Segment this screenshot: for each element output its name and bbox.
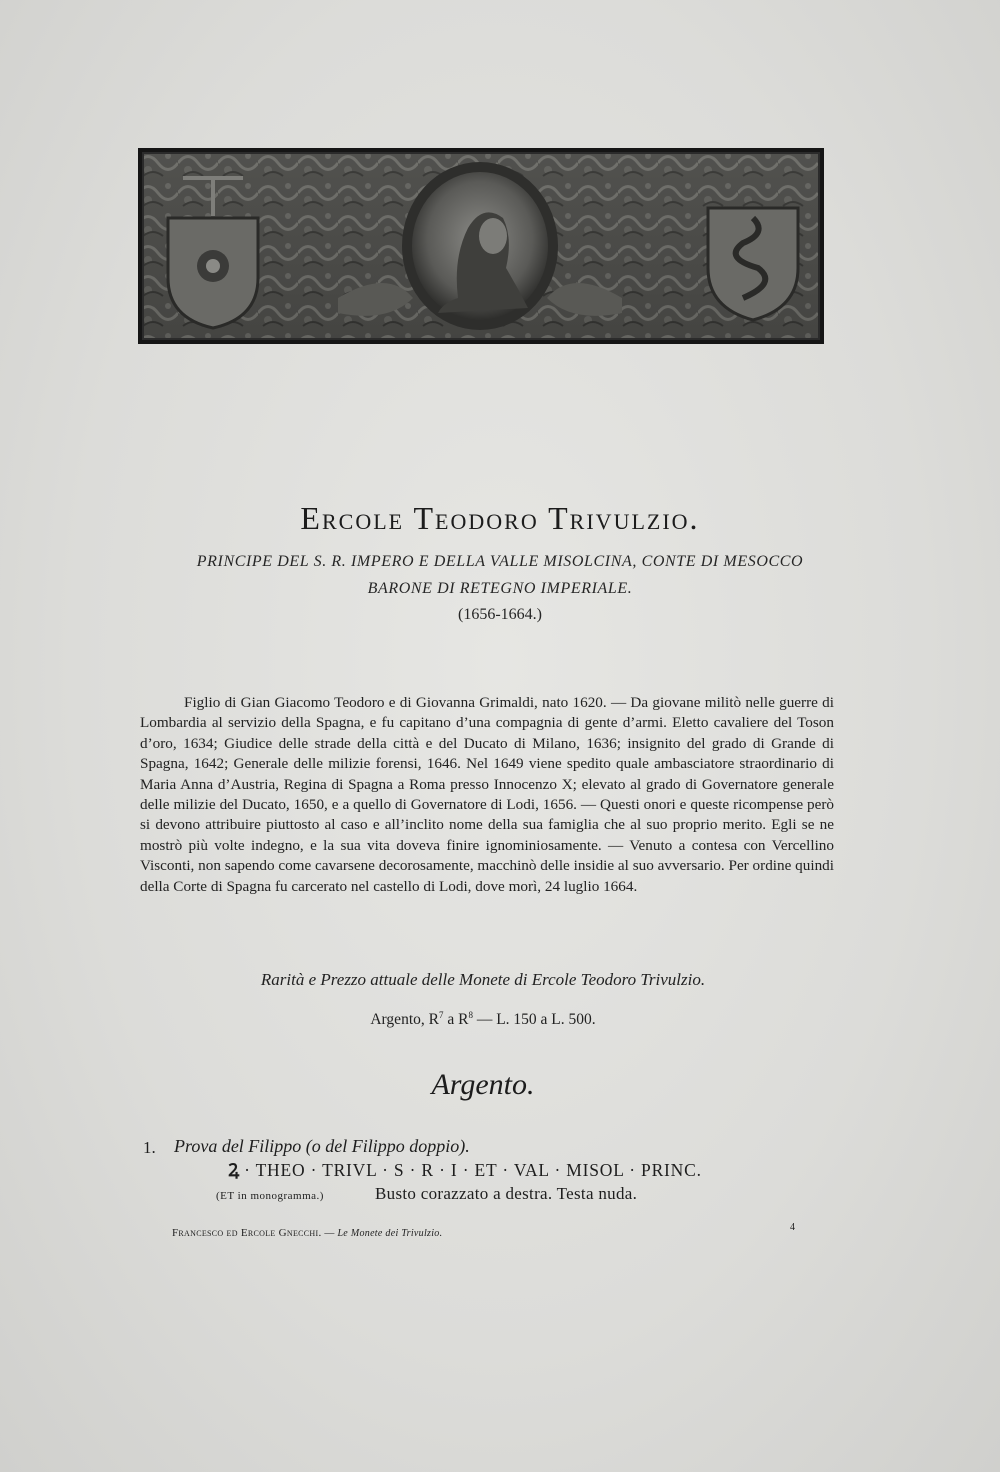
relief-illustration — [138, 148, 824, 344]
rarity-to: 8 — [468, 1010, 473, 1020]
footer-citation — [172, 1227, 442, 1239]
page-title: Ercole Teodoro Trivulzio. — [300, 500, 700, 536]
footer-book-title: Le Monete dei Trivulzio. — [337, 1228, 443, 1239]
monogram-note: (ET in monogramma.) — [216, 1190, 324, 1202]
section-heading: Argento. — [431, 1068, 535, 1101]
subtitle-line-2: BARONE DI RETEGNO IMPERIALE. — [367, 580, 633, 597]
relief-banner-image — [138, 148, 824, 344]
price-line — [0, 1010, 966, 1029]
footer-separator: — — [321, 1228, 338, 1239]
price-prefix: Argento, R — [370, 1011, 439, 1028]
reign-dates: (1656-1664.) — [458, 606, 542, 623]
legend-text: · THEO · TRIVL · S · R · I · ET · VAL · MISOL · PRINC. — [244, 1160, 702, 1180]
obverse-legend — [228, 1158, 702, 1182]
item-description: Busto corazzato a destra. Testa nuda. — [375, 1184, 638, 1203]
item-title: Prova del Filippo (o del Filippo doppio). — [174, 1136, 470, 1156]
page-marker: 4 — [790, 1222, 795, 1233]
price-middle: a R — [443, 1011, 469, 1028]
rarity-from: 7 — [438, 1010, 444, 1020]
portrait-medallion-icon — [402, 162, 558, 330]
footer-authors: Francesco ed Ercole Gnecchi. — [172, 1227, 322, 1239]
subtitle-line-1: PRINCIPE DEL S. R. IMPERO E DELLA VALLE MISOLCINA, CONTE DI MESOCCO — [196, 553, 804, 570]
price-suffix: — L. 150 a L. 500. — [472, 1011, 596, 1028]
biography-paragraph: Figlio di Gian Giacomo Teodoro e di Giovanna Grimaldi, nato 1620. — Da giovane militò nelle guerre di Lombardia al servizio della Spagna, e fu capitano d’una compagnia di gente d’armi. Eletto cavaliere del Toson d’oro, 1634; Giudice delle strade della città e del Ducato di Milano, 1636; insignito del grado di Grande di Spagna, 1642; Generale delle milizie forensi, 1646. Nel 1649 viene spedito quale ambasciatore straordinario di Maria Anna d’Austria, Regina di Spagna a Roma presso Innocenzo X; elevato al grado di Governatore generale delle milizie del Ducato, 1650, e a quello di Governatore di Lodi, 1656. — Questi onori e queste ricompense però si devono attribuire piuttosto al caso e all’inclito nome della sua famiglia che al suo proprio merito. Egli se ne mostrò più volte indegno, e la sua vita doveva finire ignominiosamente. — Venuto a contesa con Vercellino Visconti, non sapendo come cavarsene decorosamente, macchinò delle insidie al suo avversario. Per ordine quindi della Corte di Spagna fu carcerato nel castello di Lodi, dove morì, 24 luglio 1664. — [140, 694, 834, 895]
rarity-heading: Rarità e Prezzo attuale delle Monete di Ercole Teodoro Trivulzio. — [260, 970, 706, 989]
obverse-mark: Ꝝ — [228, 1160, 241, 1180]
item-number: 1. — [143, 1138, 156, 1157]
right-coat-of-arms-icon — [708, 208, 798, 320]
